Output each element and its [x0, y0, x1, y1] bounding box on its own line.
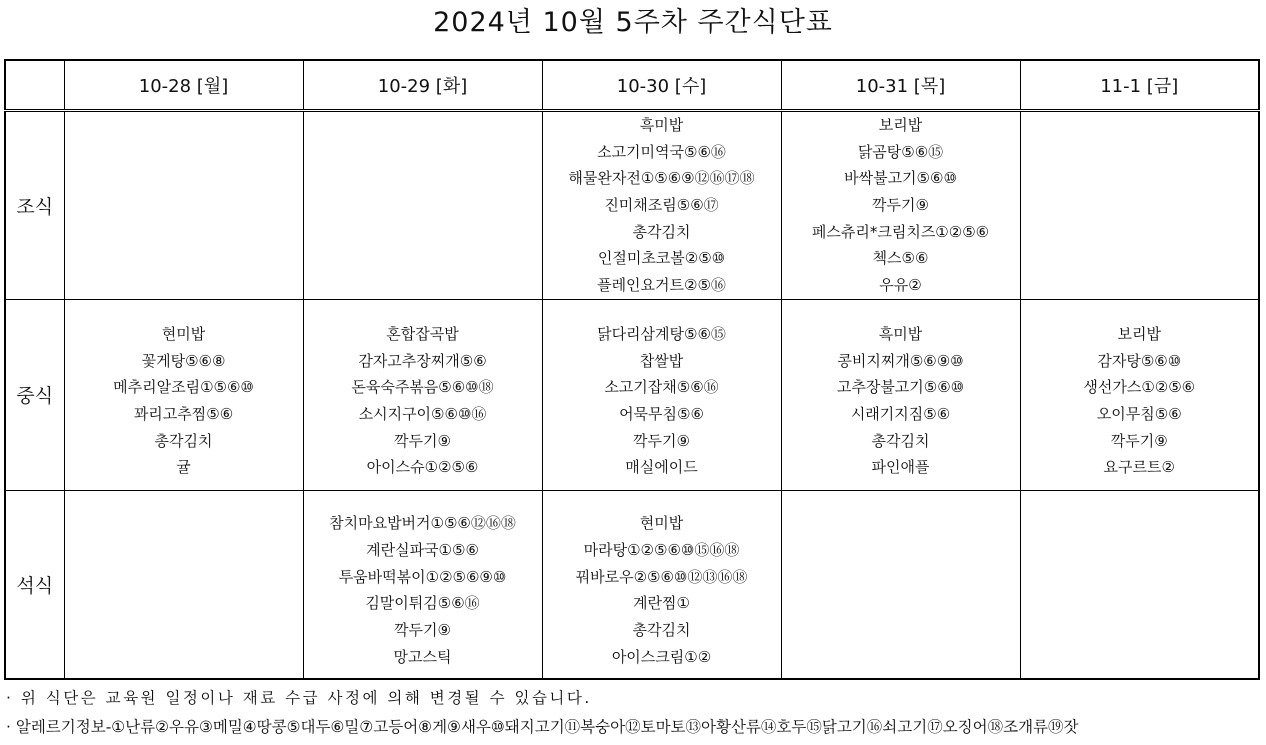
dish-item: 감자탕⑤⑥⑩ — [1097, 351, 1182, 370]
dish-item: 닭곰탕⑤⑥⑮ — [857, 142, 944, 161]
dish-item: 총각김치 — [154, 431, 213, 450]
meal-label: 중식 — [5, 300, 64, 491]
day-header-row — [5, 60, 1259, 110]
dish-item: 보리밥 — [878, 115, 923, 134]
day-header-tue: 10-29 [화] — [303, 60, 542, 110]
dish-item: 흑미밥 — [878, 324, 923, 343]
dish-item: 아이스크림①② — [611, 647, 712, 666]
menu-cell-dinner-wed — [542, 490, 781, 679]
dish-item: 닭다리삼계탕⑤⑥⑮ — [597, 324, 726, 343]
menu-cell-lunch-tue — [303, 300, 542, 491]
dish-item: 돈육숙주볶음⑤⑥⑩⑱ — [351, 378, 494, 397]
change-notice: · 위 식단은 교육원 일정이나 재료 수급 사정에 의해 변경될 수 있습니다. — [6, 689, 592, 707]
dinner-row — [5, 490, 1259, 679]
corner-cell — [5, 60, 64, 110]
dish-item: 아이스슈①②⑤⑥ — [366, 458, 479, 477]
menu-cell-dinner-tue — [303, 490, 542, 679]
dish-item: 계란실파국①⑤⑥ — [366, 540, 479, 559]
dish-item: 메추리알조림①⑤⑥⑩ — [113, 378, 254, 397]
dish-item: 소고기미역국⑤⑥⑯ — [597, 142, 726, 161]
day-header-wed: 10-30 [수] — [542, 60, 781, 110]
menu-cell-breakfast-wed — [542, 110, 781, 300]
page-title: 2024년 10월 5주차 주간식단표 — [433, 7, 833, 38]
menu-cell-breakfast-tue — [303, 110, 542, 300]
menu-cell-dinner-thu — [781, 490, 1020, 679]
dish-item: 페스츄리*크림치즈①②⑤⑥ — [811, 222, 990, 241]
dish-item: 깍두기⑨ — [394, 621, 451, 640]
lunch-row — [5, 300, 1259, 491]
dish-item: 총각김치 — [871, 431, 930, 450]
menu-cell-lunch-mon — [64, 300, 303, 491]
dish-item: 마라탕①②⑤⑥⑩⑮⑯⑱ — [583, 540, 740, 559]
dish-item: 혼합잡곡밥 — [386, 324, 459, 343]
breakfast-row — [5, 110, 1259, 300]
dish-item: 총각김치 — [632, 621, 691, 640]
dish-item: 현미밥 — [639, 514, 684, 533]
dish-item: 고추장불고기⑤⑥⑩ — [836, 378, 965, 397]
menu-cell-lunch-fri — [1020, 300, 1259, 491]
dish-item: 깍두기⑨ — [633, 431, 690, 450]
dish-item: 꿔바로우②⑤⑥⑩⑫⑬⑯⑱ — [575, 567, 748, 586]
dish-item: 파인애플 — [871, 458, 930, 477]
dish-item: 흑미밥 — [639, 115, 684, 134]
dish-item: 소시지구이⑤⑥⑩⑯ — [358, 404, 487, 423]
dish-item: 어묵무침⑤⑥ — [619, 404, 704, 423]
dish-item: 콩비지찌개⑤⑥⑨⑩ — [837, 351, 964, 370]
dish-item: 생선가스①②⑤⑥ — [1083, 378, 1196, 397]
weekly-menu-table — [4, 59, 1260, 680]
dish-item: 찹쌀밥 — [639, 351, 684, 370]
dish-item: 오이무침⑤⑥ — [1096, 404, 1182, 423]
dish-item: 진미채조림⑤⑥⑰ — [604, 195, 719, 214]
dish-item: 감자고추장찌개⑤⑥ — [358, 351, 487, 370]
dish-item: 소고기잡채⑤⑥⑯ — [604, 378, 719, 397]
menu-cell-breakfast-thu — [781, 110, 1020, 300]
dish-item: 우유② — [879, 276, 922, 295]
menu-cell-dinner-fri — [1020, 490, 1259, 679]
meal-label: 석식 — [5, 490, 64, 679]
dish-item: 총각김치 — [632, 222, 691, 241]
dish-item: 요구르트② — [1103, 458, 1175, 477]
meal-label: 조식 — [5, 110, 64, 300]
menu-cell-breakfast-fri — [1020, 110, 1259, 300]
dish-item: 매실에이드 — [625, 458, 698, 477]
dish-item: 인절미초코볼②⑤⑩ — [597, 249, 726, 268]
day-header-mon: 10-28 [월] — [64, 60, 303, 110]
dish-item: 깍두기⑨ — [394, 431, 451, 450]
dish-item: 귤 — [176, 458, 191, 477]
dish-item: 참치마요밥버거①⑤⑥⑫⑯⑱ — [329, 514, 516, 533]
dish-item: 바싹불고기⑤⑥⑩ — [844, 169, 957, 188]
dish-item: 해물완자전①⑤⑥⑨⑫⑯⑰⑱ — [568, 169, 755, 188]
dish-item: 김말이튀김⑤⑥⑯ — [365, 594, 480, 613]
dish-item: 깍두기⑨ — [1110, 431, 1168, 450]
dish-item: 깍두기⑨ — [872, 195, 929, 214]
dish-item: 플레인요거트②⑤⑯ — [597, 276, 726, 295]
menu-cell-dinner-mon — [64, 490, 303, 679]
menu-cell-lunch-wed — [542, 300, 781, 491]
menu-cell-lunch-thu — [781, 300, 1020, 491]
menu-cell-breakfast-mon — [64, 110, 303, 300]
dish-item: 망고스틱 — [393, 647, 452, 666]
notes-section — [0, 684, 1266, 742]
dish-item: 현미밥 — [161, 324, 206, 343]
dish-item: 꽃게탕⑤⑥⑧ — [141, 351, 226, 370]
day-header-thu: 10-31 [목] — [781, 60, 1020, 110]
allergy-info: · 알레르기정보-①난류②우유③메밀④땅콩⑤대두⑥밀⑦고등어⑧게⑨새우⑩돼지고기⑪복숭아⑫토마토⑬아황산류⑭호두⑮닭고기⑯쇠고기⑰오징어⑱조개류⑲잣 — [6, 718, 1079, 736]
dish-item: 보리밥 — [1117, 324, 1161, 343]
dish-item: 투움바떡볶이①②⑤⑥⑨⑩ — [338, 567, 507, 586]
dish-item: 첵스⑤⑥ — [872, 249, 929, 268]
day-header-fri: 11-1 [금] — [1020, 60, 1259, 110]
dish-item: 계란찜① — [633, 594, 690, 613]
dish-item: 시래기지짐⑤⑥ — [850, 404, 951, 423]
dish-item: 꽈리고추찜⑤⑥ — [133, 404, 234, 423]
